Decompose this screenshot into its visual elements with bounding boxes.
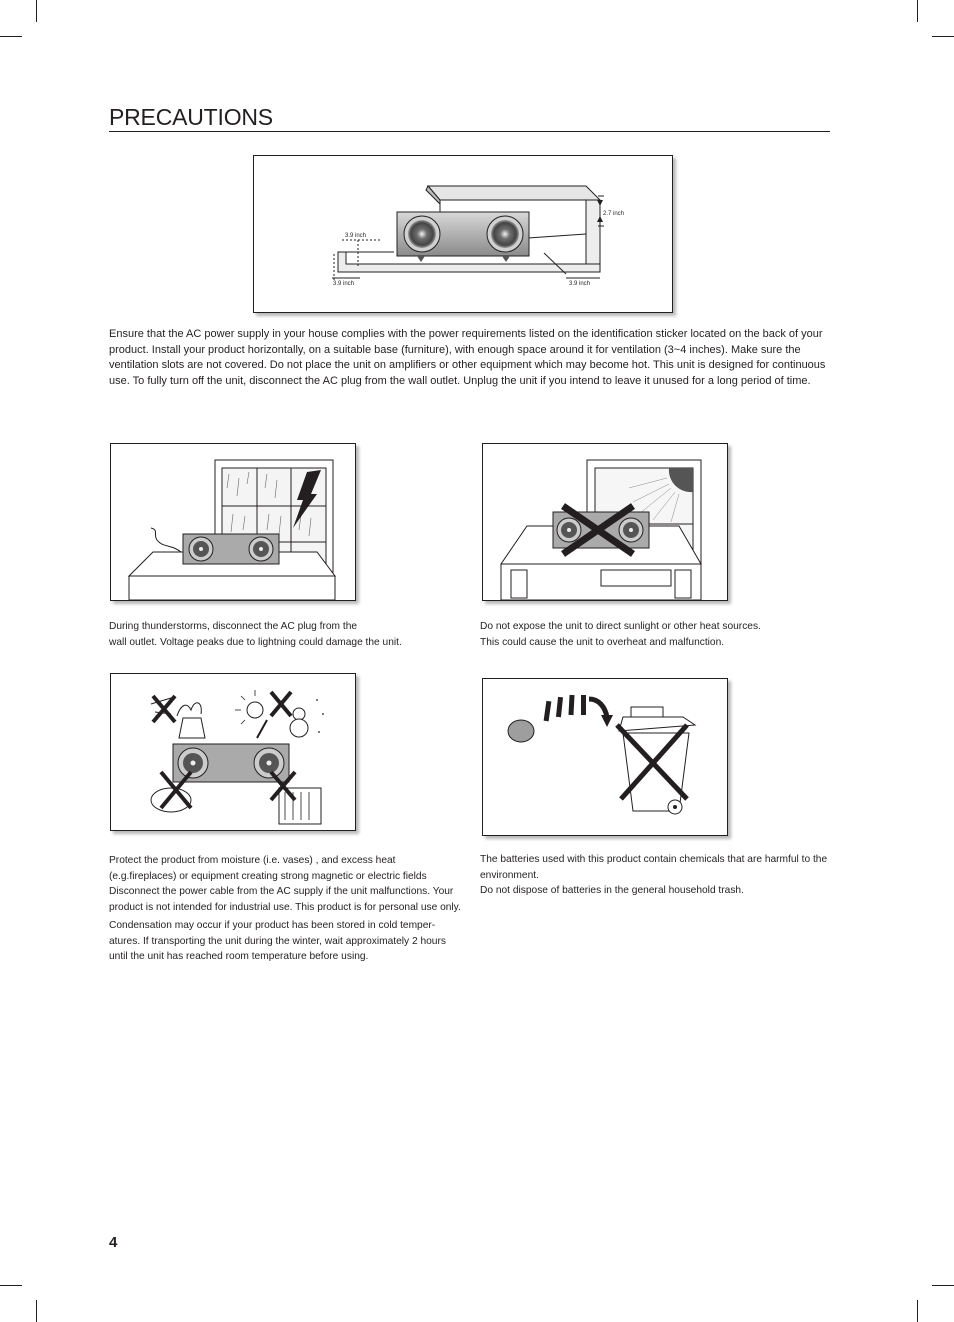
bottom-right-clearance-label: 3.9 inch [569,281,591,287]
crop-mark [932,36,954,37]
bottom-left-clearance-label: 3.9 inch [333,281,355,287]
thunderstorm-figure [110,443,356,601]
left-clearance-label: 3.9 inch [345,233,367,239]
title-rule [109,131,830,132]
crop-mark [917,0,918,22]
crop-mark [917,1300,918,1322]
ventilation-clearance-figure [253,155,673,313]
caption-paragraph: Protect the product from moisture (i.e. vases) , and excess heat (e.g.fireplaces) or equipment creating strong magnetic or electric fields Disconnect the power cable from the AC supply if the unit malfunctions. Your product is not intended for industrial use. This product is for personal use only. [109,855,461,913]
crop-mark [36,0,37,22]
caption-line: Do not dispose of batteries in the general household trash. [480,885,744,896]
page-title: PRECAUTIONS [109,104,273,130]
caption-line: This could cause the unit to overheat and malfunction. [480,636,725,648]
sunlight-figure [482,443,728,601]
caption-line: Do not expose the unit to direct sunlight or other heat sources. [480,621,761,632]
caption-line: The batteries used with this product contain chemicals that are harmful to the environment. [480,854,828,881]
batteries-caption [480,852,832,899]
sunlight-caption [480,619,830,650]
battery-disposal-figure [482,678,728,836]
thunderstorm-caption [109,619,459,650]
moisture-caption [109,853,461,965]
page-number: 4 [109,1234,118,1251]
crop-mark [0,1285,22,1286]
caption-line: During thunderstorms, disconnect the AC plug from the [109,621,358,632]
top-clearance-label: 2.7 inch [603,211,625,217]
caption-paragraph: Condensation may occur if your product has been stored in cold temper-atures. If transporting the unit during the winter, wait approximately 2 hours until the unit has reached room temperature before using. [109,920,446,962]
intro-paragraph: Ensure that the AC power supply in your house complies with the power requirements listed on the identification sticker located on the back of your product. Install your product horizontally, on a suitable base (furniture), with enough space around it for ventilation (3~4 inches). Make sure the ventilation slots are not covered. Do not place the unit on amplifiers or other equipment which may become hot. This unit is designed for continuous use. To fully turn off the unit, disconnect the AC plug from the wall outlet. Unplug the unit if you intend to leave it unused for a long period of time. [109,328,826,387]
moisture-heat-figure [110,673,356,831]
caption-line: wall outlet. Voltage peaks due to lightning could damage the unit. [109,636,402,648]
crop-mark [932,1285,954,1286]
crop-mark [36,1300,37,1322]
crop-mark [0,36,22,37]
